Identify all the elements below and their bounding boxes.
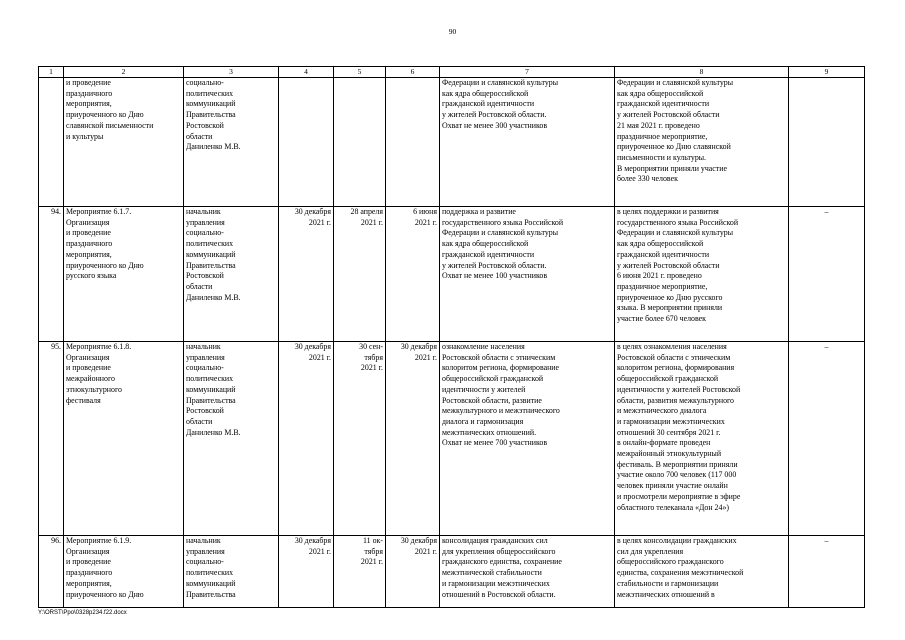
table-row — [39, 207, 865, 342]
note-cell: – — [789, 536, 865, 608]
col-header: 7 — [440, 67, 615, 78]
column-number-row — [39, 67, 865, 78]
table-row — [39, 536, 865, 608]
actual-result-cell: в целях поддержки и развития государственного языка Российской Федерации и славянской культуры как ядра общероссийской гражданской идентичности у жителей Ростовской области 6 июня 2021 г. проведено праздничное мероприятие, приуроченное ко Дню русского языка. В мероприятии приняли участие более 670 человек — [615, 207, 789, 342]
event-cell: Мероприятие 6.1.8. Организация и проведение межрайонного этнокультурного фестиваля — [64, 342, 184, 536]
expected-result-cell: Федерации и славянской культуры как ядра общероссийской гражданской идентичности у жителей Ростовской области. Охват не менее 300 участников — [440, 78, 615, 207]
col-header: 3 — [184, 67, 279, 78]
note-cell: – — [789, 342, 865, 536]
plan-date-cell — [279, 78, 334, 207]
row-number: 94. — [39, 207, 64, 342]
file-path-footer: Y:\ORST\Ppo\0328p234.f22.docx — [38, 610, 127, 616]
row-number: 96. — [39, 536, 64, 608]
report-table — [38, 66, 865, 608]
actual-result-cell: в целях консолидации гражданских сил для укрепления общероссийского гражданского единства, сохранения межэтнической стабильности и гармонизации межэтнических отношений в — [615, 536, 789, 608]
fact-end-cell — [386, 78, 440, 207]
page-number: 90 — [448, 27, 457, 36]
fact-start-cell: 11 ок- тября 2021 г. — [334, 536, 386, 608]
fact-start-cell — [334, 78, 386, 207]
col-header: 4 — [279, 67, 334, 78]
note-cell — [789, 78, 865, 207]
expected-result-cell: консолидация гражданских сил для укрепления общероссийского гражданского единства, сохранение межэтнической стабильности и гармонизации межэтнических отношений в Ростовской области. — [440, 536, 615, 608]
row-number: 95. — [39, 342, 64, 536]
fact-start-cell: 30 сен- тября 2021 г. — [334, 342, 386, 536]
executor-cell: социально- политических коммуникаций Правительства Ростовской области Даниленко М.В. — [184, 78, 279, 207]
plan-date-cell: 30 декабря 2021 г. — [279, 207, 334, 342]
expected-result-cell: ознакомление населения Ростовской области с этническим колоритом региона, формирование общероссийской гражданской идентичности у жителей Ростовской области, развитие межкультурного и межэтнического диалога и гармонизация межэтнических отношений. Охват не менее 700 участников — [440, 342, 615, 536]
note-cell: – — [789, 207, 865, 342]
col-header: 9 — [789, 67, 865, 78]
col-header: 5 — [334, 67, 386, 78]
executor-cell: начальник управления социально- политических коммуникаций Правительства Ростовской области Даниленко М.В. — [184, 342, 279, 536]
plan-date-cell: 30 декабря 2021 г. — [279, 342, 334, 536]
expected-result-cell: поддержка и развитие государственного языка Российской Федерации и славянской культуры как ядра общероссийской гражданской идентичности у жителей Ростовской области. Охват не менее 100 участников — [440, 207, 615, 342]
fact-end-cell: 30 декабря 2021 г. — [386, 342, 440, 536]
executor-cell: начальник управления социально- политических коммуникаций Правительства Ростовской области Даниленко М.В. — [184, 207, 279, 342]
actual-result-cell: Федерации и славянской культуры как ядра общероссийской гражданской идентичности у жителей Ростовской области 21 мая 2021 г. проведено праздничное мероприятие, приуроченное ко Дню славянской письменности и культуры. В мероприятии приняли участие более 330 человек — [615, 78, 789, 207]
col-header: 2 — [64, 67, 184, 78]
table-row — [39, 78, 865, 207]
plan-date-cell: 30 декабря 2021 г. — [279, 536, 334, 608]
row-number — [39, 78, 64, 207]
fact-end-cell: 30 декабря 2021 г. — [386, 536, 440, 608]
fact-end-cell: 6 июня 2021 г. — [386, 207, 440, 342]
actual-result-cell: в целях ознакомления населения Ростовской области с этническим колоритом региона, формирования общероссийской гражданской идентичности у жителей Ростовской области, развития межкультурного и межэтнического диалога и гармонизации межэтнических отношений 30 сентября 2021 г. в онлайн-формате проведен межрайонный этнокультурный фестиваль. В мероприятии приняли участие около 700 человек (117 000 человек приняли участие онлайн и просмотрели мероприятие в эфире областного телеканала «Дон 24») — [615, 342, 789, 536]
col-header: 8 — [615, 67, 789, 78]
col-header: 6 — [386, 67, 440, 78]
event-cell: Мероприятие 6.1.7. Организация и проведение праздничного мероприятия, приуроченного ко Дню русского языка — [64, 207, 184, 342]
event-cell: Мероприятие 6.1.9. Организация и проведение праздничного мероприятия, приуроченного ко Дню — [64, 536, 184, 608]
executor-cell: начальник управления социально- политических коммуникаций Правительства — [184, 536, 279, 608]
event-cell: и проведение праздничного мероприятия, приуроченного ко Дню славянской письменности и культуры — [64, 78, 184, 207]
col-header: 1 — [39, 67, 64, 78]
fact-start-cell: 28 апреля 2021 г. — [334, 207, 386, 342]
table-row — [39, 342, 865, 536]
